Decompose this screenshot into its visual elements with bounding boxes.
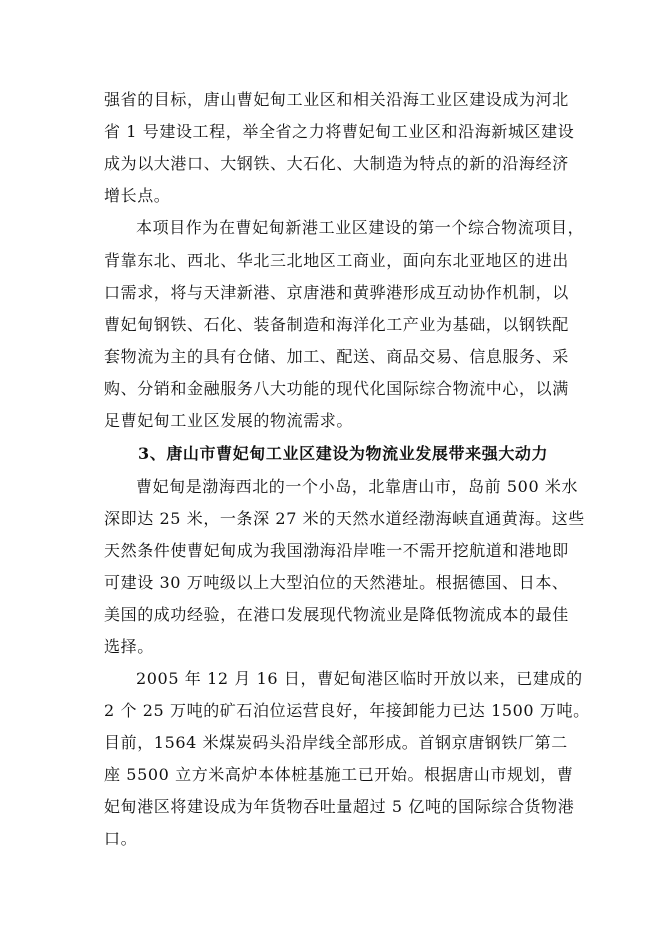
paragraph-3-line-3: 天然条件使曹妃甸成为我国渤海沿岸唯一不需开挖航道和港地即 [104,541,569,560]
paragraph-2-line-7: 足曹妃甸工业区发展的物流需求。 [104,411,354,430]
paragraph-4-line-3: 目前，1564 米煤炭码头沿岸线全部形成。首钢京唐钢铁厂第二 [104,733,568,752]
section-heading: 3、唐山市曹妃甸工业区建设为物流业发展带来强大动力 [138,444,549,463]
paragraph-2-line-4: 曹妃甸钢铁、石化、装备制造和海洋化工产业为基础，以钢铁配 [104,315,569,334]
paragraph-2-line-3: 口需求，将与天津新港、京唐港和黄骅港形成互动协作机制，以 [104,283,569,302]
paragraph-2-line-6: 购、分销和金融服务八大功能的现代化国际综合物流中心，以满 [104,379,569,398]
paragraph-2-line-2: 背靠东北、西北、华北三北地区工商业，面向东北亚地区的进出 [104,251,569,270]
paragraph-2-line-5: 套物流为主的具有仓储、加工、配送、商品交易、信息服务、采 [104,347,569,366]
paragraph-1-line-1: 强省的目标，唐山曹妃甸工业区和相关沿海工业区建设成为河北 [104,90,569,109]
paragraph-4-line-2: 2 个 25 万吨的矿石泊位运营良好，年接卸能力已达 1500 万吨。 [104,701,590,720]
paragraph-4-line-6: 口。 [104,829,138,848]
paragraph-1-line-4: 增长点。 [104,186,171,205]
paragraph-4-line-5: 妃甸港区将建设成为年货物吞吐量超过 5 亿吨的国际综合货物港 [104,797,575,816]
paragraph-3-line-5: 美国的成功经验，在港口发展现代物流业是降低物流成本的最佳 [104,605,569,624]
paragraph-4-line-4: 座 5500 立方米高炉本体桩基施工已开始。根据唐山市规划，曹 [104,765,574,784]
paragraph-3-line-2: 深即达 25 米，一条深 27 米的天然水道经渤海峡直通黄海。这些 [104,509,585,528]
paragraph-1-line-3: 成为以大港口、大钢铁、大石化、大制造为特点的新的沿海经济 [104,154,569,173]
paragraph-1-line-2: 省 1 号建设工程，举全省之力将曹妃甸工业区和沿海新城区建设 [104,122,575,141]
paragraph-3-line-4: 可建设 30 万吨级以上大型泊位的天然港址。根据德国、日本、 [104,573,569,592]
paragraph-3-line-6: 选择。 [104,637,154,656]
paragraph-4-line-1: 2005 年 12 月 16 日，曹妃甸港区临时开放以来，已建成的 [136,669,583,688]
paragraph-3-line-1: 曹妃甸是渤海西北的一个小岛，北靠唐山市，岛前 500 米水 [136,477,579,496]
paragraph-2-line-1: 本项目作为在曹妃甸新港工业区建设的第一个综合物流项目， [136,218,585,237]
